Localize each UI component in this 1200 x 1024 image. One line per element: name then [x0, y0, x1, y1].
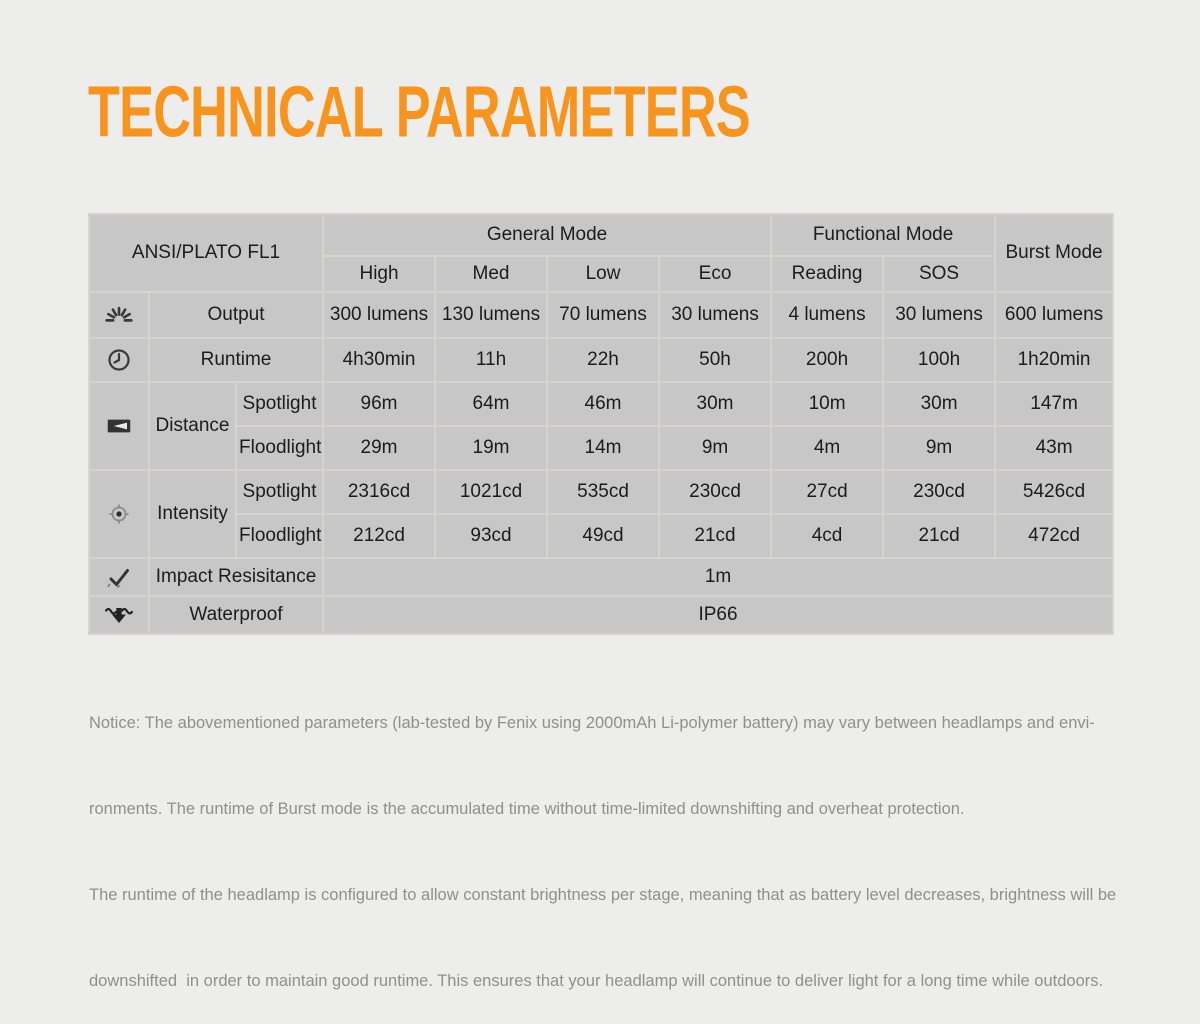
intensity-spotlight-eco: 230cd	[659, 470, 771, 514]
notice-line-1: Notice: The abovementioned parameters (lab-tested by Fenix using 2000mAh Li-polymer battery) may vary between headlamps and envi-	[89, 714, 1095, 733]
impact-resistance-value: 1m	[323, 558, 1113, 596]
header-row-modes	[89, 214, 1113, 256]
runtime-eco: 50h	[659, 338, 771, 382]
waterproof-icon-cell	[89, 596, 149, 634]
output-sos: 30 lumens	[883, 292, 995, 338]
distance-floodlight-med: 19m	[435, 426, 547, 470]
intensity-floodlight-label: Floodlight	[236, 514, 323, 558]
output-med: 130 lumens	[435, 292, 547, 338]
intensity-spotlight-label: Spotlight	[236, 470, 323, 514]
column-header-low: Low	[547, 256, 659, 292]
runtime-burst: 1h20min	[995, 338, 1113, 382]
impact-resistance-icon	[105, 563, 133, 591]
distance-spotlight-sos: 30m	[883, 382, 995, 426]
runtime-row	[89, 338, 1113, 382]
beam-distance-icon	[104, 411, 134, 441]
light-intensity-icon	[105, 500, 133, 528]
column-header-eco: Eco	[659, 256, 771, 292]
intensity-spotlight-low: 535cd	[547, 470, 659, 514]
runtime-low: 22h	[547, 338, 659, 382]
ansi-plato-header: ANSI/PLATO FL1	[89, 214, 323, 292]
waterproof-icon	[104, 600, 134, 630]
runtime-label: Runtime	[149, 338, 323, 382]
intensity-spotlight-med: 1021cd	[435, 470, 547, 514]
distance-floodlight-eco: 9m	[659, 426, 771, 470]
distance-spotlight-reading: 10m	[771, 382, 883, 426]
runtime-sos: 100h	[883, 338, 995, 382]
impact-resistance-label: Impact Resisitance	[149, 558, 323, 596]
column-header-reading: Reading	[771, 256, 883, 292]
output-burst: 600 lumens	[995, 292, 1113, 338]
intensity-floodlight-low: 49cd	[547, 514, 659, 558]
column-header-sos: SOS	[883, 256, 995, 292]
brightness-rays-icon	[104, 300, 134, 330]
runtime-icon-cell	[89, 338, 149, 382]
waterproof-row	[89, 596, 1113, 634]
distance-spotlight-med: 64m	[435, 382, 547, 426]
output-high: 300 lumens	[323, 292, 435, 338]
intensity-spotlight-sos: 230cd	[883, 470, 995, 514]
intensity-floodlight-reading: 4cd	[771, 514, 883, 558]
intensity-label: Intensity	[149, 470, 236, 558]
burst-mode-header: Burst Mode	[995, 214, 1113, 292]
functional-mode-header: Functional Mode	[771, 214, 995, 256]
distance-floodlight-row	[89, 426, 1113, 470]
distance-spotlight-low: 46m	[547, 382, 659, 426]
output-label: Output	[149, 292, 323, 338]
intensity-spotlight-high: 2316cd	[323, 470, 435, 514]
impact-icon-cell	[89, 558, 149, 596]
intensity-spotlight-reading: 27cd	[771, 470, 883, 514]
intensity-floodlight-high: 212cd	[323, 514, 435, 558]
distance-spotlight-row	[89, 382, 1113, 426]
intensity-floodlight-eco: 21cd	[659, 514, 771, 558]
runtime-high: 4h30min	[323, 338, 435, 382]
distance-spotlight-high: 96m	[323, 382, 435, 426]
output-reading: 4 lumens	[771, 292, 883, 338]
page-title: TECHNICAL PARAMETERS	[88, 71, 750, 153]
notice-line-3: The runtime of the headlamp is configured to allow constant brightness per stage, meaning that as battery level decreases, brightness will be	[89, 885, 1117, 904]
waterproof-value: IP66	[323, 596, 1113, 634]
intensity-floodlight-med: 93cd	[435, 514, 547, 558]
intensity-spotlight-burst: 5426cd	[995, 470, 1113, 514]
intensity-floodlight-row	[89, 514, 1113, 558]
distance-floodlight-reading: 4m	[771, 426, 883, 470]
runtime-med: 11h	[435, 338, 547, 382]
impact-resistance-row	[89, 558, 1113, 596]
distance-floodlight-burst: 43m	[995, 426, 1113, 470]
notice-text	[89, 652, 1116, 1024]
clock-icon	[105, 346, 133, 374]
distance-floodlight-high: 29m	[323, 426, 435, 470]
distance-floodlight-sos: 9m	[883, 426, 995, 470]
column-header-high: High	[323, 256, 435, 292]
output-row	[89, 292, 1113, 338]
notice-line-4: downshifted in order to maintain good runtime. This ensures that your headlamp will continue to deliver light for a long time while outdoors.	[89, 971, 1104, 990]
technical-parameters-table	[88, 213, 1114, 635]
distance-spotlight-burst: 147m	[995, 382, 1113, 426]
runtime-reading: 200h	[771, 338, 883, 382]
intensity-icon-cell	[89, 470, 149, 558]
intensity-floodlight-sos: 21cd	[883, 514, 995, 558]
output-icon-cell	[89, 292, 149, 338]
notice-line-2: ronments. The runtime of Burst mode is the accumulated time without time-limited downshifting and overheat protection.	[89, 799, 965, 818]
distance-floodlight-low: 14m	[547, 426, 659, 470]
distance-label: Distance	[149, 382, 236, 470]
distance-icon-cell	[89, 382, 149, 470]
distance-spotlight-label: Spotlight	[236, 382, 323, 426]
output-low: 70 lumens	[547, 292, 659, 338]
distance-floodlight-label: Floodlight	[236, 426, 323, 470]
output-eco: 30 lumens	[659, 292, 771, 338]
intensity-spotlight-row	[89, 470, 1113, 514]
column-header-med: Med	[435, 256, 547, 292]
general-mode-header: General Mode	[323, 214, 771, 256]
intensity-floodlight-burst: 472cd	[995, 514, 1113, 558]
waterproof-label: Waterproof	[149, 596, 323, 634]
distance-spotlight-eco: 30m	[659, 382, 771, 426]
